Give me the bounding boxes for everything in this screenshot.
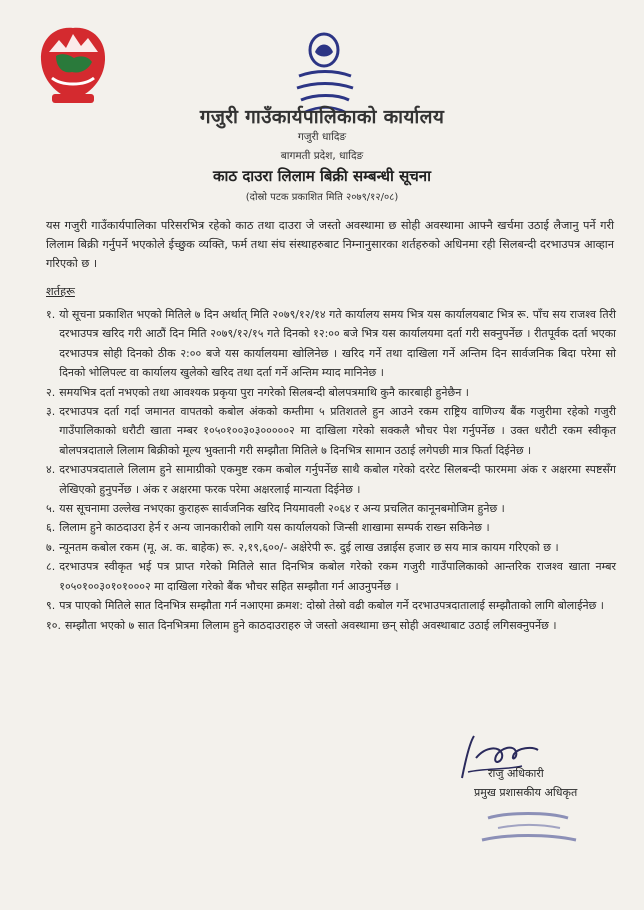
publication-info: (दोस्रो पटक प्रकाशित मिति २०७९/१२/०८) [245, 192, 399, 203]
office-location-line2: बागमती प्रदेश, धादिङ [280, 150, 364, 162]
signatory-block [474, 764, 577, 802]
notice-title: काठ दाउरा लिलाम बिक्री सम्बन्धी सूचना [213, 167, 431, 185]
condition-text: सम्झौता भएको ७ सात दिनभित्रमा लिलाम हुने काठदाउराहरु जे जस्तो अवस्थामा छन् सोही अवस्थाबाट उठाई लगिसक्नुपर्नेछ । [64, 618, 557, 632]
condition-text: दरभाउपत्र स्वीकृत भई पत्र प्राप्त गरेको मितिले सात दिनभित्र कबोल गरेको रकम गजुरी गाउँपालिकाको आन्तरिक राजश्व खाता नम्बर १०५०१००३०१०१०००२ मा दाखिला गरेको बैंक भौचर सहित सम्झौता गर्न आउनुपर्नेछ । [59, 560, 616, 593]
condition-text: दरभाउपत्रदाताले लिलाम हुने सामाग्रीको एकमुष्ट रकम कबोल गर्नुपर्नेछ साथै कबोल गरेको दररेट सिलबन्दी फारममा अंक र अक्षरमा स्पष्टसँग लेखिएको हुनुपर्नेछ । अंक र अक्षरमा फरक परेमा अक्षरलाई मान्यता दिईनेछ । [59, 463, 616, 496]
list-item [46, 383, 616, 402]
condition-text: यस सूचनामा उल्लेख नभएका कुराहरू सार्वजनिक खरिद नियमावली २०६४ र अन्य प्रचलित कानूनबमोजिम हुनेछ । [59, 502, 505, 516]
conditions-heading: शर्तहरू [46, 285, 75, 298]
condition-text: न्यूनतम कबोल रकम (मू. अ. क. बाहेक) रू. २,१९,६००/- अक्षेरेपी रू. दुई लाख उन्नाईस हजार छ सय मात्र कायम गरिएको छ । [59, 540, 559, 554]
condition-text: पत्र पाएको मितिले सात दिनभित्र सम्झौता गर्न नआएमा क्रमश: दोस्रो तेस्रो वढी कबोल गर्ने दरभाउपत्रदातालाई सम्झौताको लागि बोलाईनेछ । [59, 599, 604, 613]
condition-number: ४. [46, 463, 56, 477]
intro-paragraph: यस गजुरी गाउँकार्यपालिका परिसरभित्र रहेको काठ तथा दाउरा जे जस्तो अवस्थामा छ सोही अवस्थामा आफ्नै खर्चमा उठाई लैजानु पर्ने गरी लिलाम बिक्री गर्नुपर्ने भएकोले ईच्छुक व्यक्ति, फर्म तथा संघ संस्थाहरुबाट निम्नानुसारका शर्तहरुको अधिनमा रही सिलबन्दी दरभाउपत्र आव्हान गरिएको छ । [46, 219, 614, 270]
list-item [46, 557, 616, 596]
rubber-stamp-icon [468, 800, 588, 860]
signatory-name: राजु अधिकारी [488, 767, 544, 780]
condition-number: ५. [46, 502, 56, 516]
condition-number: ७. [46, 540, 56, 554]
list-item [46, 518, 616, 537]
condition-text: समयभित्र दर्ता नभएको तथा आवश्यक प्रकृया पुरा नगरेको सिलबन्दी बोलपत्रमाथि कुनै कारबाही हुनेछैन । [59, 385, 469, 399]
condition-number: ९. [46, 599, 56, 613]
office-location-line1: गजुरी धादिङ [297, 131, 347, 143]
list-item [46, 305, 616, 383]
condition-number: ८. [46, 560, 56, 574]
list-item [46, 596, 616, 615]
condition-number: १. [46, 308, 56, 321]
office-name: गजुरी गाउँकार्यपालिकाको कार्यालय [199, 106, 445, 128]
signatory-designation: प्रमुख प्रशासकीय अधिकृत [474, 786, 578, 799]
condition-text: दरभाउपत्र दर्ता गर्दा जमानत वापतको कबोल अंकको कम्तीमा ५ प्रतिशतले हुन आउने रकम राष्ट्रिय वाणिज्य बैंक गजुरीमा रहेको गजुरी गाउँपालिकाको धरौटी खाता नम्बर १०५०१००३०३०००००२ मा दाखिला गरेको सक्कलै भौचर पेश गर्नुपर्नेछ । उक्त धरौटी रकम स्वीकृत बोलपत्रदाताले लिलाम बिक्रीको मूल्य भुक्तानी गरी सम्झौता मितिले ७ दिनभित्र सामान उठाई लगेपछी मात्र फिर्ता दिईनेछ । [59, 405, 616, 457]
list-item [46, 538, 616, 557]
condition-number: १०. [46, 618, 61, 632]
condition-text: लिलाम हुने काठदाउरा हेर्न र अन्य जानकारीको लागि यस कार्यालयको जिन्सी शाखामा सम्पर्क राख्न सकिनेछ । [59, 521, 490, 535]
conditions-list [46, 305, 616, 635]
list-item [46, 402, 616, 460]
list-item [46, 460, 616, 499]
condition-number: ६. [46, 521, 56, 535]
list-item [46, 499, 616, 518]
condition-number: ३. [46, 405, 56, 419]
condition-text: यो सूचना प्रकाशित भएको मितिले ७ दिन अर्थात् मिति २०७९/१२/१४ गते कार्यालय समय भित्र यस कार्यालयबाट भित्र रू. पाँच सय राजश्व तिरी दरभाउपत्र खरिद गरी आठौं दिन मिति २०७९/१२/१५ गते दिनको १२:०० बजे भित्र यस कार्यालयमा दर्ता गरी सक्नुपर्नेछ । रीतपूर्वक दर्ता भएका दरभाउपत्र सोही दिनको ठीक २:०० बजे यस कार्यालयमा खोलिनेछ । खरिद गर्ने तथा दाखिला गर्ने अन्तिम दिन सार्वजनिक बिदा परेमा सो दिनको भोलिपल्ट वा कार्यालय खुलेको खरिद तथा दर्ता गर्ने अन्तिम म्याद मानिनेछ । [59, 308, 616, 380]
list-item [46, 616, 616, 635]
nepal-emblem-icon [34, 22, 112, 110]
condition-number: २. [46, 385, 56, 399]
